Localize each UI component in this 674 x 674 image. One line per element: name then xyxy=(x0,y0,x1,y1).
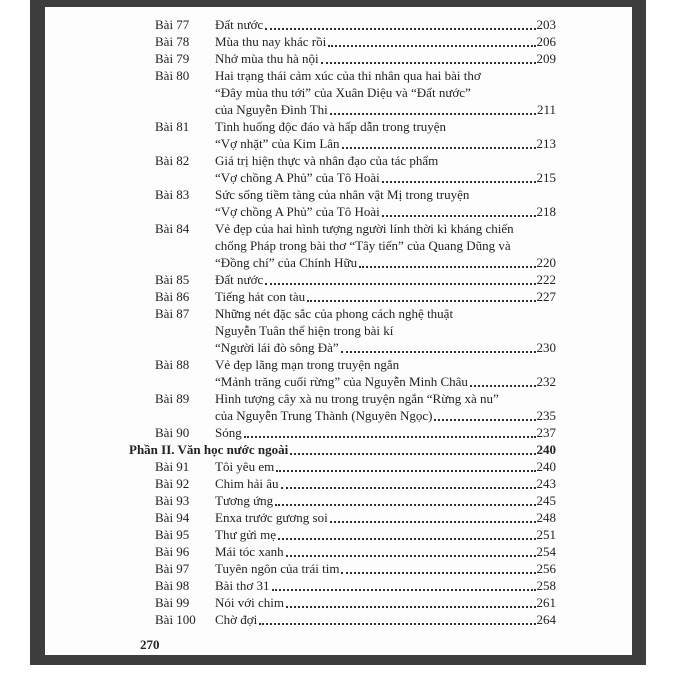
dot-leader xyxy=(470,385,536,387)
toc-entry-page-number: 245 xyxy=(536,493,556,508)
dot-leader xyxy=(330,113,536,115)
toc-entry-label: Bài 82 xyxy=(155,153,190,168)
toc-entry-body xyxy=(215,271,556,288)
toc-entry-body xyxy=(215,509,556,526)
toc-entry-body xyxy=(215,458,556,475)
toc-entry-lastline xyxy=(215,288,556,305)
toc-entry-lastline xyxy=(215,407,556,424)
toc-entry-label: Bài 77 xyxy=(155,17,190,32)
book-page xyxy=(45,7,632,655)
toc-entry xyxy=(155,50,556,67)
toc-list xyxy=(129,16,556,628)
toc-entry xyxy=(155,611,556,628)
toc-entry-label: Bài 91 xyxy=(155,459,190,474)
dot-leader xyxy=(275,504,535,506)
toc-entry xyxy=(155,220,556,271)
toc-entry-page-number: 243 xyxy=(536,476,556,491)
toc-entry-title: “Vợ nhặt” của Kim Lân xyxy=(215,136,340,151)
dot-leader xyxy=(307,300,535,302)
toc-entry-body xyxy=(215,611,556,628)
toc-entry-title-line: Vẻ đẹp của hai hình tượng người lính thời kì kháng chiến xyxy=(215,221,514,236)
toc-entry-title: Tiếng hát con tàu xyxy=(215,289,306,304)
toc-entry-page-number: 254 xyxy=(536,544,556,559)
toc-entry-lastline xyxy=(215,203,556,220)
toc-entry-body xyxy=(215,356,556,390)
dot-leader xyxy=(281,487,536,489)
toc-entry xyxy=(155,594,556,611)
toc-entry-label: Bài 100 xyxy=(155,612,196,627)
toc-entry xyxy=(155,67,556,118)
toc-entry-title: Sóng xyxy=(215,425,242,440)
toc-entry-title-line: Giá trị hiện thực và nhân đạo của tác phẩm xyxy=(215,153,439,168)
toc-entry-lastline xyxy=(215,594,556,611)
toc-entry-label: Bài 92 xyxy=(155,476,190,491)
toc-entry-title: Đất nước xyxy=(215,272,264,287)
toc-entry-body xyxy=(215,594,556,611)
toc-entry-lastline xyxy=(215,577,556,594)
toc-entry-label: Bài 81 xyxy=(155,119,190,134)
toc-entry-title: “Mảnh trăng cuối rừng” của Nguyễn Minh Châu xyxy=(215,374,468,389)
toc-entry-label: Bài 94 xyxy=(155,510,190,525)
toc-entry-label: Bài 90 xyxy=(155,425,190,440)
toc-entry-label: Bài 80 xyxy=(155,68,190,83)
toc-entry-title: Enxa trước gương soi xyxy=(215,510,328,525)
toc-entry-lastline xyxy=(215,33,556,50)
toc-entry xyxy=(155,475,556,492)
toc-entry-title: của Nguyễn Đình Thi xyxy=(215,102,328,117)
toc-entry-page-number: 251 xyxy=(536,527,556,542)
toc-entry-title: “Người lái đò sông Đà” xyxy=(215,340,339,355)
toc-entry-label: Bài 97 xyxy=(155,561,190,576)
toc-entry-page-number: 215 xyxy=(536,170,556,185)
toc-entry xyxy=(155,492,556,509)
toc-entry-title: “Đồng chí” của Chính Hữu xyxy=(215,255,358,270)
toc-entry xyxy=(155,152,556,186)
toc-entry-lastline xyxy=(215,424,556,441)
toc-entry-label: Bài 84 xyxy=(155,221,190,236)
toc-entry-label: Bài 86 xyxy=(155,289,190,304)
toc-entry-lastline xyxy=(215,560,556,577)
toc-entry-title: Nhớ mùa thu hà nội xyxy=(215,51,319,66)
toc-entry-page-number: 222 xyxy=(536,272,556,287)
dot-leader xyxy=(359,266,535,268)
toc-entry xyxy=(155,509,556,526)
toc-entry-lastline xyxy=(215,475,556,492)
toc-entry-title-line: Nguyễn Tuân thể hiện trong bài kí xyxy=(215,323,394,338)
toc-entry-lastline xyxy=(215,543,556,560)
toc-entry-page-number: 230 xyxy=(536,340,556,355)
dot-leader xyxy=(341,351,536,353)
toc-entry-title: Chờ đợi xyxy=(215,612,258,627)
dot-leader xyxy=(342,147,536,149)
toc-entry-lastline xyxy=(215,50,556,67)
toc-entry xyxy=(155,526,556,543)
toc-entry-label: Bài 88 xyxy=(155,357,190,372)
toc-entry-title: “Vợ chồng A Phủ” của Tô Hoài xyxy=(215,204,380,219)
toc-entry-body xyxy=(215,118,556,152)
dot-leader xyxy=(278,538,535,540)
toc-entry-lastline xyxy=(215,135,556,152)
toc-entry-page-number: 256 xyxy=(536,561,556,576)
toc-entry-body xyxy=(215,220,556,271)
toc-entry-title-line: Hình tượng cây xà nu trong truyện ngắn “Rừng xà nu” xyxy=(215,391,499,406)
toc-entry xyxy=(155,560,556,577)
toc-entry-title: Tôi yêu em xyxy=(215,459,275,474)
toc-entry xyxy=(155,458,556,475)
toc-entry xyxy=(155,271,556,288)
toc-entry-body xyxy=(215,390,556,424)
dot-leader xyxy=(328,45,535,47)
toc-entry-label: Bài 83 xyxy=(155,187,190,202)
toc-entry-lastline xyxy=(215,492,556,509)
toc-entry-title: Bài thơ 31 xyxy=(215,578,270,593)
toc-entry-title-line: chống Pháp trong bài thơ “Tây tiến” của Quang Dũng và xyxy=(215,238,511,253)
toc-entry-page-number: 258 xyxy=(536,578,556,593)
toc-entry-lastline xyxy=(215,254,556,271)
toc-entry xyxy=(155,288,556,305)
dot-leader xyxy=(265,28,535,30)
toc-entry-label: Bài 99 xyxy=(155,595,190,610)
toc-entry-label: Bài 85 xyxy=(155,272,190,287)
dot-leader xyxy=(272,589,536,591)
toc-entry-page-number: 211 xyxy=(536,102,556,117)
dot-leader xyxy=(382,181,536,183)
toc-entry-body xyxy=(215,424,556,441)
toc-entry-label: Bài 95 xyxy=(155,527,190,542)
toc-entry-title: Chim hải âu xyxy=(215,476,279,491)
toc-entry-body xyxy=(215,543,556,560)
toc-entry-lastline xyxy=(215,526,556,543)
toc-entry-title: Thư gửi mẹ xyxy=(215,527,277,542)
section-title: Phần II. Văn học nước ngoài xyxy=(129,442,289,457)
toc-entry-lastline xyxy=(215,169,556,186)
toc-entry-title-line: Vẻ đẹp lãng mạn trong truyện ngắn xyxy=(215,357,400,372)
toc-entry xyxy=(155,118,556,152)
toc-entry-title-line: Những nét đặc sắc của phong cách nghệ thuật xyxy=(215,306,454,321)
toc-entry-label: Bài 98 xyxy=(155,578,190,593)
toc-entry-body xyxy=(215,33,556,50)
toc-entry-label: Bài 87 xyxy=(155,306,190,321)
toc-entry-title-line: Tình huống độc đáo và hấp dẫn trong truyện xyxy=(215,119,447,134)
toc-entry-page-number: 240 xyxy=(536,459,556,474)
toc-entry-title: Mái tóc xanh xyxy=(215,544,284,559)
toc-entry-page-number: 209 xyxy=(536,51,556,66)
toc-entry-lastline xyxy=(215,271,556,288)
toc-entry-label: Bài 79 xyxy=(155,51,190,66)
toc-entry-title: Mùa thu nay khác rồi xyxy=(215,34,327,49)
dot-leader xyxy=(276,470,535,472)
toc-entry-body xyxy=(215,305,556,356)
dot-leader xyxy=(382,215,536,217)
dot-leader xyxy=(286,606,536,608)
dot-leader xyxy=(434,419,535,421)
toc-entry-title-line: Hai trạng thái cảm xúc của thi nhân qua hai bài thơ xyxy=(215,68,481,83)
toc-entry-page-number: 213 xyxy=(536,136,556,151)
section-page-number: 240 xyxy=(536,442,556,457)
toc-entry-lastline xyxy=(215,458,556,475)
toc-entry-page-number: 220 xyxy=(536,255,556,270)
toc-entry xyxy=(155,390,556,424)
toc-entry-title-line: Sức sống tiềm tàng của nhân vật Mị trong truyện xyxy=(215,187,470,202)
page-number-footer: 270 xyxy=(140,637,160,652)
toc-entry xyxy=(155,424,556,441)
toc-entry-label: Bài 96 xyxy=(155,544,190,559)
dot-leader xyxy=(286,555,536,557)
toc-entry-body xyxy=(215,577,556,594)
toc-entry-body xyxy=(215,186,556,220)
dot-leader xyxy=(244,436,536,438)
toc-entry xyxy=(155,186,556,220)
toc-entry-title-line: “Đây mùa thu tới” của Xuân Diệu và “Đất nước” xyxy=(215,85,471,100)
toc-entry xyxy=(155,305,556,356)
toc-entry-body xyxy=(215,16,556,33)
toc-entry-page-number: 232 xyxy=(536,374,556,389)
toc-entry-lastline xyxy=(215,101,556,118)
toc-entry-page-number: 237 xyxy=(536,425,556,440)
toc-entry-body xyxy=(215,492,556,509)
dot-leader xyxy=(265,283,535,285)
toc-entry-page-number: 248 xyxy=(536,510,556,525)
dot-leader xyxy=(330,521,536,523)
toc-entry-lastline xyxy=(215,509,556,526)
toc-entry-page-number: 264 xyxy=(536,612,556,627)
toc-entry-page-number: 235 xyxy=(536,408,556,423)
toc-section-header xyxy=(129,441,556,458)
toc-entry-title: Nói với chim xyxy=(215,595,284,610)
toc-entry-lastline xyxy=(215,339,556,356)
toc-entry-page-number: 203 xyxy=(536,17,556,32)
dot-leader xyxy=(290,453,535,455)
toc-entry-label: Bài 89 xyxy=(155,391,190,406)
toc-entry xyxy=(155,33,556,50)
toc-entry-lastline xyxy=(215,373,556,390)
toc-entry-lastline xyxy=(215,611,556,628)
dot-leader xyxy=(259,623,535,625)
toc-entry xyxy=(155,577,556,594)
toc-entry-title: của Nguyễn Trung Thành (Nguyên Ngọc) xyxy=(215,408,433,423)
toc-entry-page-number: 218 xyxy=(536,204,556,219)
toc-entry-body xyxy=(215,475,556,492)
toc-entry-page-number: 261 xyxy=(536,595,556,610)
toc-entry-label: Bài 78 xyxy=(155,34,190,49)
dot-leader xyxy=(321,62,536,64)
toc-entry xyxy=(155,356,556,390)
toc-entry-title: “Vợ chồng A Phủ” của Tô Hoài xyxy=(215,170,380,185)
toc-entry xyxy=(155,16,556,33)
toc-entry-title: Tương ứng xyxy=(215,493,274,508)
toc-entry-title: Tuyên ngôn của trái tim xyxy=(215,561,340,576)
toc-entry-page-number: 206 xyxy=(536,34,556,49)
toc-entry-page-number: 227 xyxy=(536,289,556,304)
toc-entry-label: Bài 93 xyxy=(155,493,190,508)
toc-entry-body xyxy=(215,67,556,118)
toc-entry-body xyxy=(215,288,556,305)
dot-leader xyxy=(341,572,535,574)
toc-entry xyxy=(155,543,556,560)
toc-entry-lastline xyxy=(215,16,556,33)
table-of-contents xyxy=(45,7,632,653)
scanned-page-frame xyxy=(30,0,646,665)
toc-entry-body xyxy=(215,50,556,67)
toc-entry-body xyxy=(215,560,556,577)
toc-entry-title: Đất nước xyxy=(215,17,264,32)
toc-entry-body xyxy=(215,152,556,186)
toc-entry-body xyxy=(215,526,556,543)
